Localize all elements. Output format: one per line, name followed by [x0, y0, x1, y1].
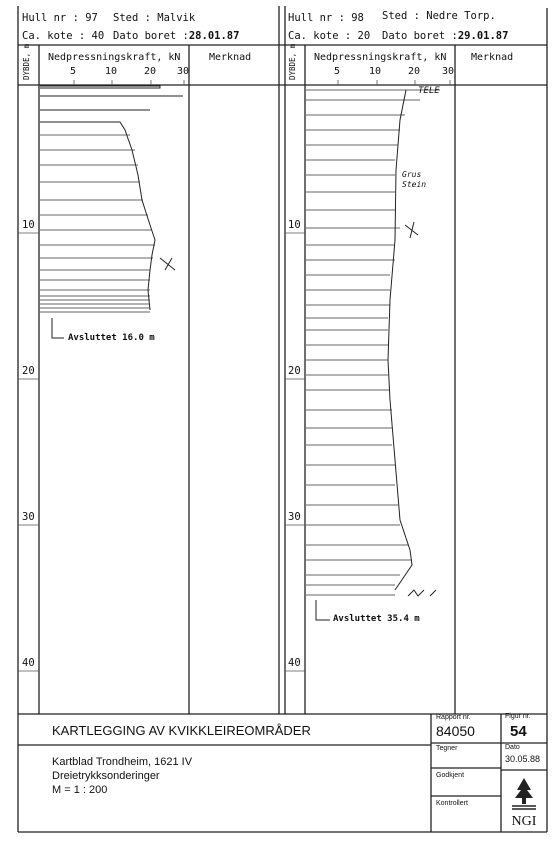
right-depth-20: 20	[288, 365, 301, 377]
left-date	[113, 30, 239, 42]
report-number: 84050	[436, 723, 475, 739]
footer-scale: M = 1 : 200	[52, 784, 108, 796]
right-tick-20: 20	[408, 66, 421, 77]
left-force-label: Nedpressningskraft, kN	[48, 52, 181, 63]
date-label: Dato	[505, 744, 520, 751]
left-depth-axis-label: DYBDE, m	[22, 43, 31, 80]
right-date-value: 29.01.87	[457, 30, 509, 42]
right-depth-30: 30	[288, 511, 301, 523]
left-date-value: 28.01.87	[188, 30, 240, 42]
right-remarks-label: Merknad	[471, 52, 514, 63]
report-label: Rapport nr.	[436, 714, 471, 721]
left-tick-30: 30	[177, 66, 190, 77]
left-depth-30: 30	[22, 511, 35, 523]
right-tick-5: 5	[334, 66, 341, 77]
left-depth-20: 20	[22, 365, 35, 377]
left-remarks-label: Merknad	[209, 52, 252, 63]
right-site-name: Sted : Nedre Torp.	[382, 10, 496, 22]
right-tick-10: 10	[369, 66, 382, 77]
tree-icon	[508, 776, 540, 810]
right-annotation-grus: Grus	[402, 170, 422, 179]
right-hole-number: Hull nr : 98	[288, 12, 364, 24]
logo-text: NGI	[511, 814, 537, 829]
left-elevation: Ca. kote : 40	[22, 30, 105, 42]
date-value: 30.05.88	[505, 754, 541, 764]
drawn-by-label: Tegner	[436, 745, 458, 752]
figure-label: Figur nr.	[505, 713, 531, 720]
right-end-note: Avsluttet 35.4 m	[333, 614, 420, 624]
approved-label: Godkjent	[436, 772, 465, 779]
left-depth-10: 10	[22, 219, 35, 231]
left-tick-5: 5	[70, 66, 77, 77]
left-tick-20: 20	[144, 66, 157, 77]
figure-number: 54	[510, 723, 527, 740]
right-annotation-stein: Stein	[402, 180, 427, 189]
right-elevation: Ca. kote : 20	[288, 30, 371, 42]
right-date	[382, 30, 508, 42]
right-depth-10: 10	[288, 219, 301, 231]
footer-map-sheet: Kartblad Trondheim, 1621 IV	[52, 756, 193, 768]
left-hole-number: Hull nr : 97	[22, 12, 98, 24]
right-force-label: Nedpressningskraft, kN	[314, 52, 447, 63]
left-site-name: Sted : Malvik	[113, 12, 196, 24]
controlled-label: Kontrollert	[436, 800, 468, 807]
left-tick-10: 10	[105, 66, 118, 77]
right-tick-30: 30	[442, 66, 455, 77]
right-depth-40: 40	[288, 657, 301, 669]
left-date-label: Dato boret :	[113, 30, 189, 42]
ngi-logo	[508, 776, 540, 828]
right-date-label: Dato boret :	[382, 30, 458, 42]
footer-method: Dreietrykksonderinger	[52, 770, 160, 782]
right-annotation-tele: TELE	[418, 86, 440, 96]
left-depth-40: 40	[22, 657, 35, 669]
right-depth-axis-label: DYBDE, m	[288, 43, 297, 80]
left-end-note: Avsluttet 16.0 m	[68, 333, 155, 343]
footer-title: KARTLEGGING AV KVIKKLEIREOMRÅDER	[52, 723, 311, 738]
